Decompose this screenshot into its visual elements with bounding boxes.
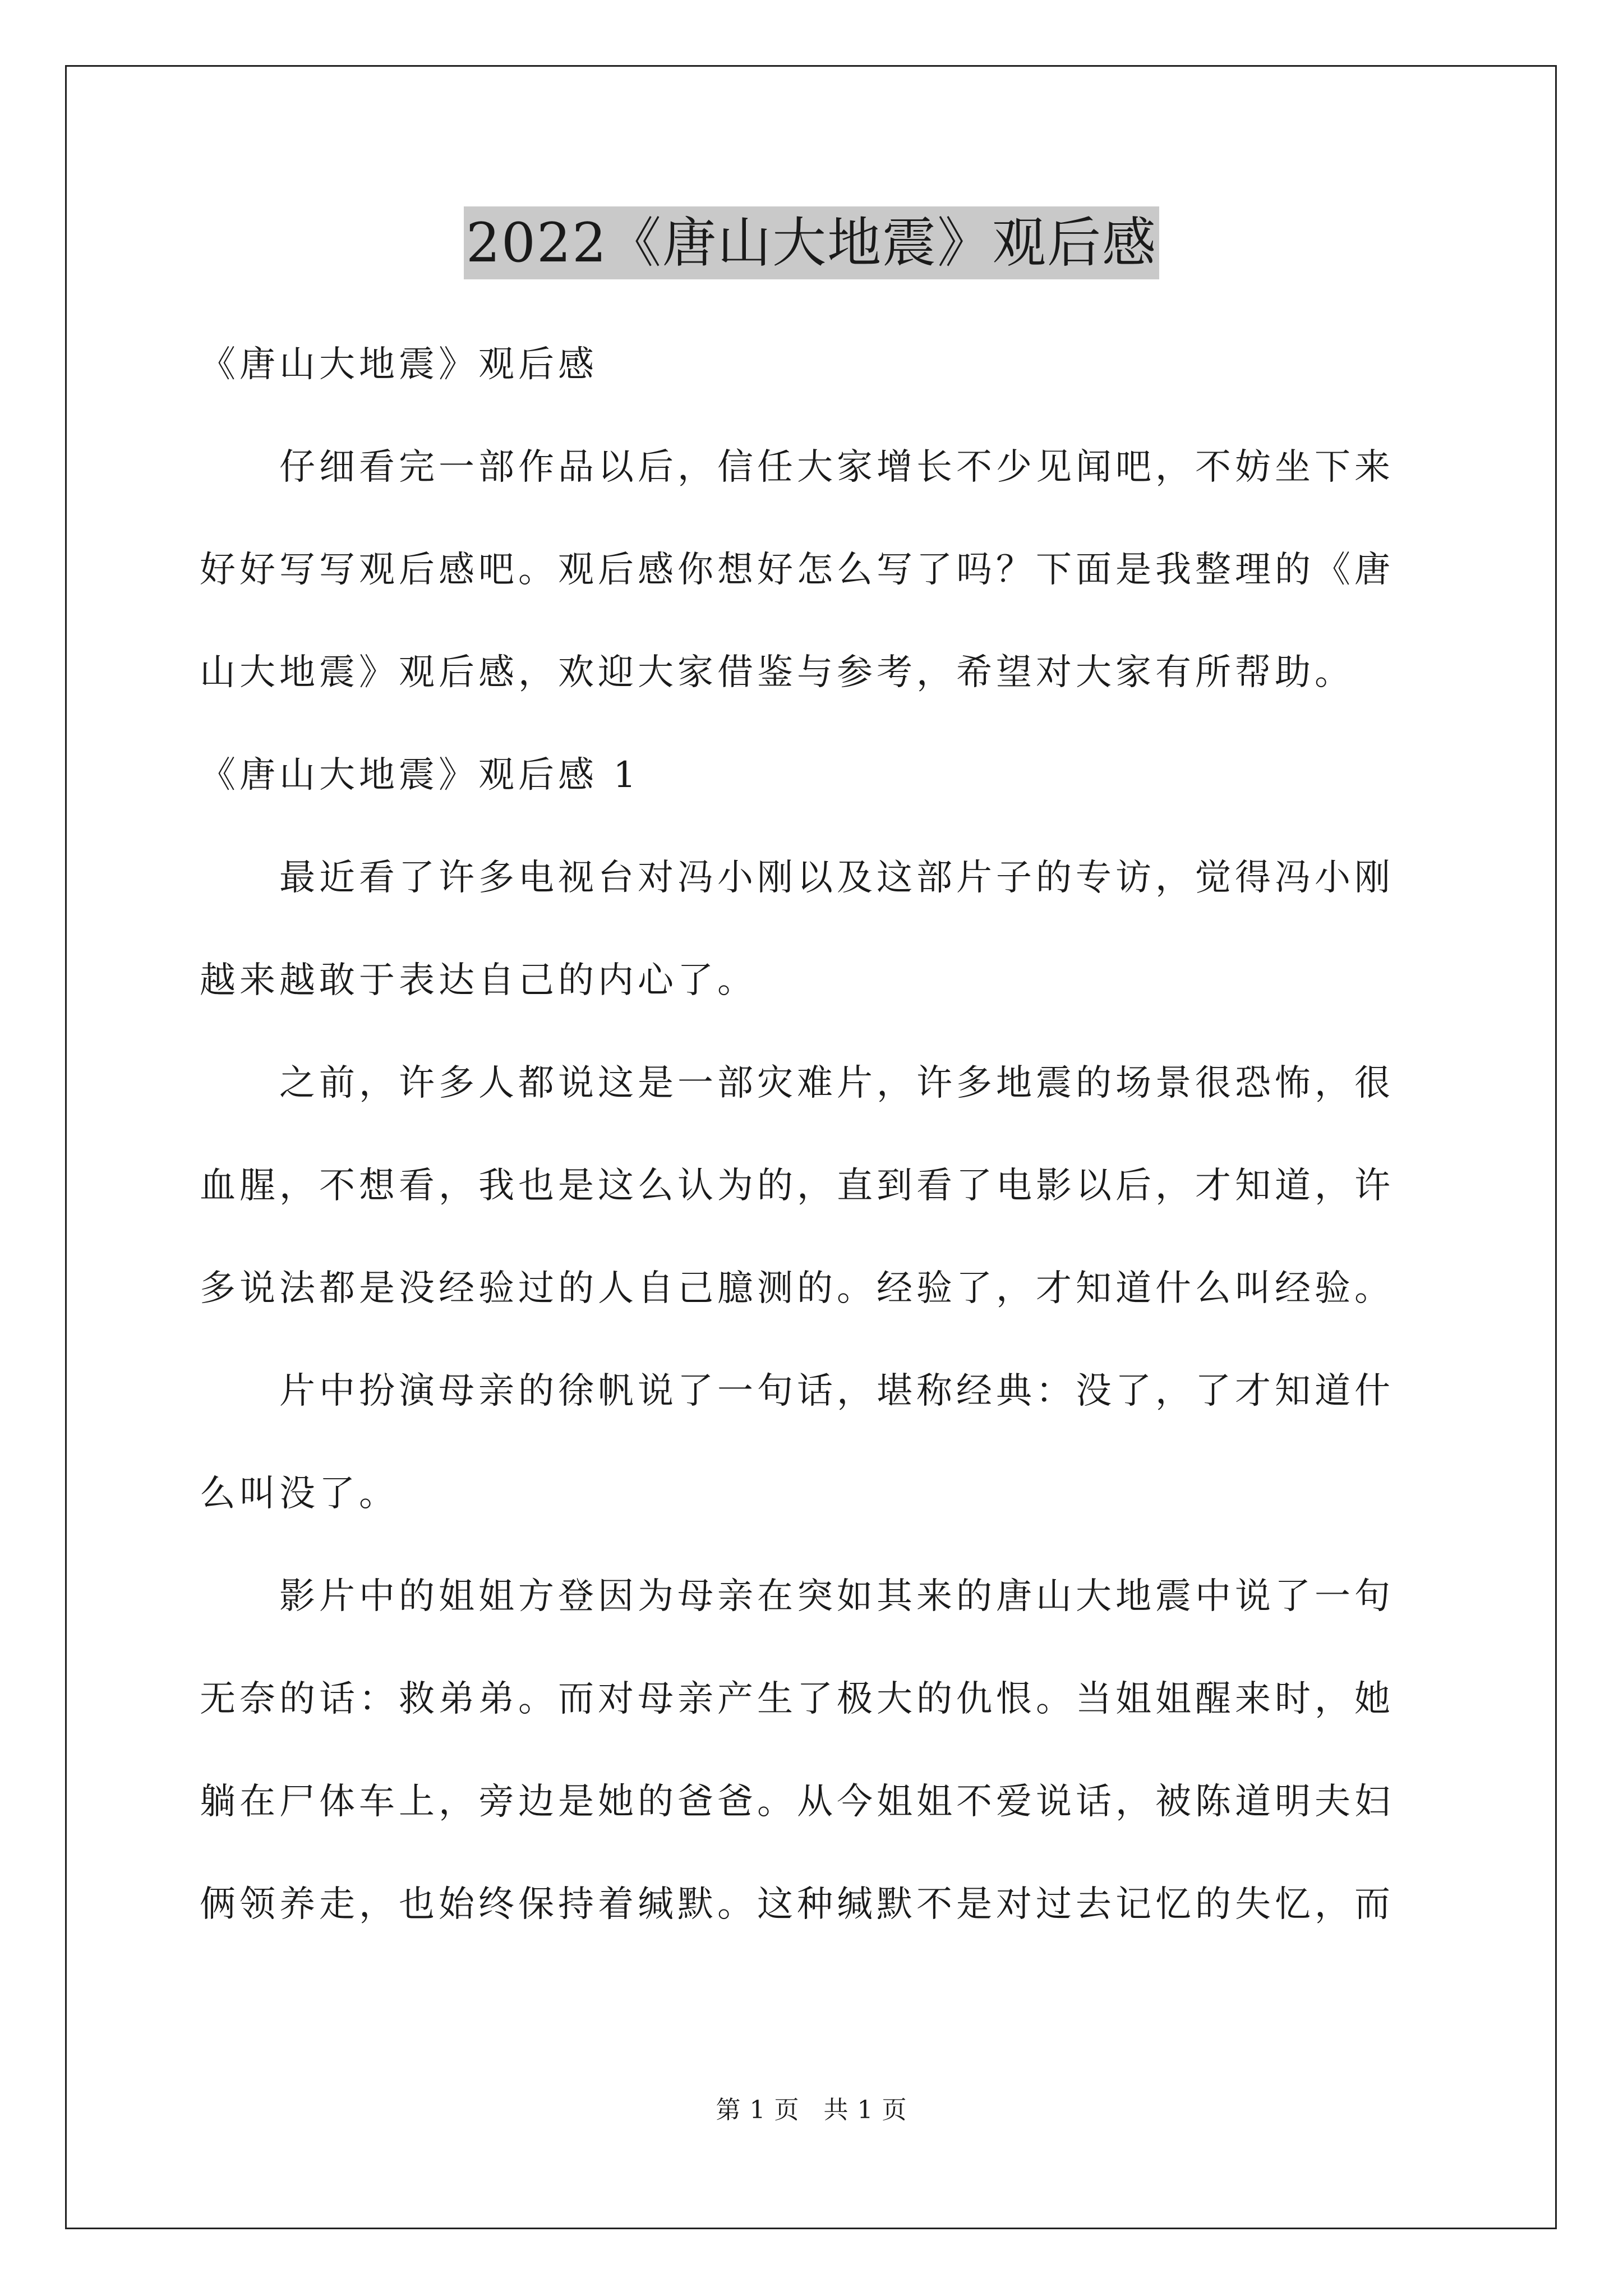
- body-line: 多说法都是没经验过的人自己臆测的。经验了，才知道什么叫经验。: [200, 1268, 1394, 1309]
- body-line: 《唐山大地震》观后感: [200, 344, 598, 385]
- page-total: 共 1 页: [823, 2096, 907, 2124]
- body-line: 血腥，不想看，我也是这么认为的，直到看了电影以后，才知道，许: [200, 1165, 1394, 1207]
- title-container: [0, 206, 1623, 279]
- body-line: 仔细看完一部作品以后，信任大家增长不少见闻吧，不妨坐下来: [200, 447, 1394, 488]
- body-line: 俩领养走，也始终保持着缄默。这种缄默不是对过去记忆的失忆，而: [200, 1884, 1394, 1925]
- body-line: 最近看了许多电视台对冯小刚以及这部片子的专访，觉得冯小刚: [200, 857, 1394, 899]
- document-body: [200, 337, 1428, 1979]
- body-line: 山大地震》观后感，欢迎大家借鉴与参考，希望对大家有所帮助。: [200, 652, 1354, 693]
- body-line: 《唐山大地震》观后感 1: [200, 754, 640, 796]
- page-number: 第 1 页: [716, 2096, 800, 2124]
- page-footer: [0, 2090, 1623, 2125]
- document-title: 2022《唐山大地震》观后感: [464, 206, 1159, 279]
- body-line: 么叫没了。: [200, 1473, 399, 1515]
- body-line: 躺在尸体车上，旁边是她的爸爸。从今姐姐不爱说话，被陈道明夫妇: [200, 1781, 1394, 1823]
- body-line: 影片中的姐姐方登因为母亲在突如其来的唐山大地震中说了一句: [200, 1576, 1394, 1617]
- body-line: 片中扮演母亲的徐帆说了一句话，堪称经典：没了，了才知道什: [200, 1370, 1394, 1412]
- body-line: 好好写写观后感吧。观后感你想好怎么写了吗？下面是我整理的《唐: [200, 549, 1394, 591]
- body-line: 越来越敢于表达自己的内心了。: [200, 960, 757, 1001]
- body-line: 无奈的话：救弟弟。而对母亲产生了极大的仇恨。当姐姐醒来时，她: [200, 1678, 1394, 1720]
- body-line: 之前，许多人都说这是一部灾难片，许多地震的场景很恐怖，很: [200, 1062, 1394, 1104]
